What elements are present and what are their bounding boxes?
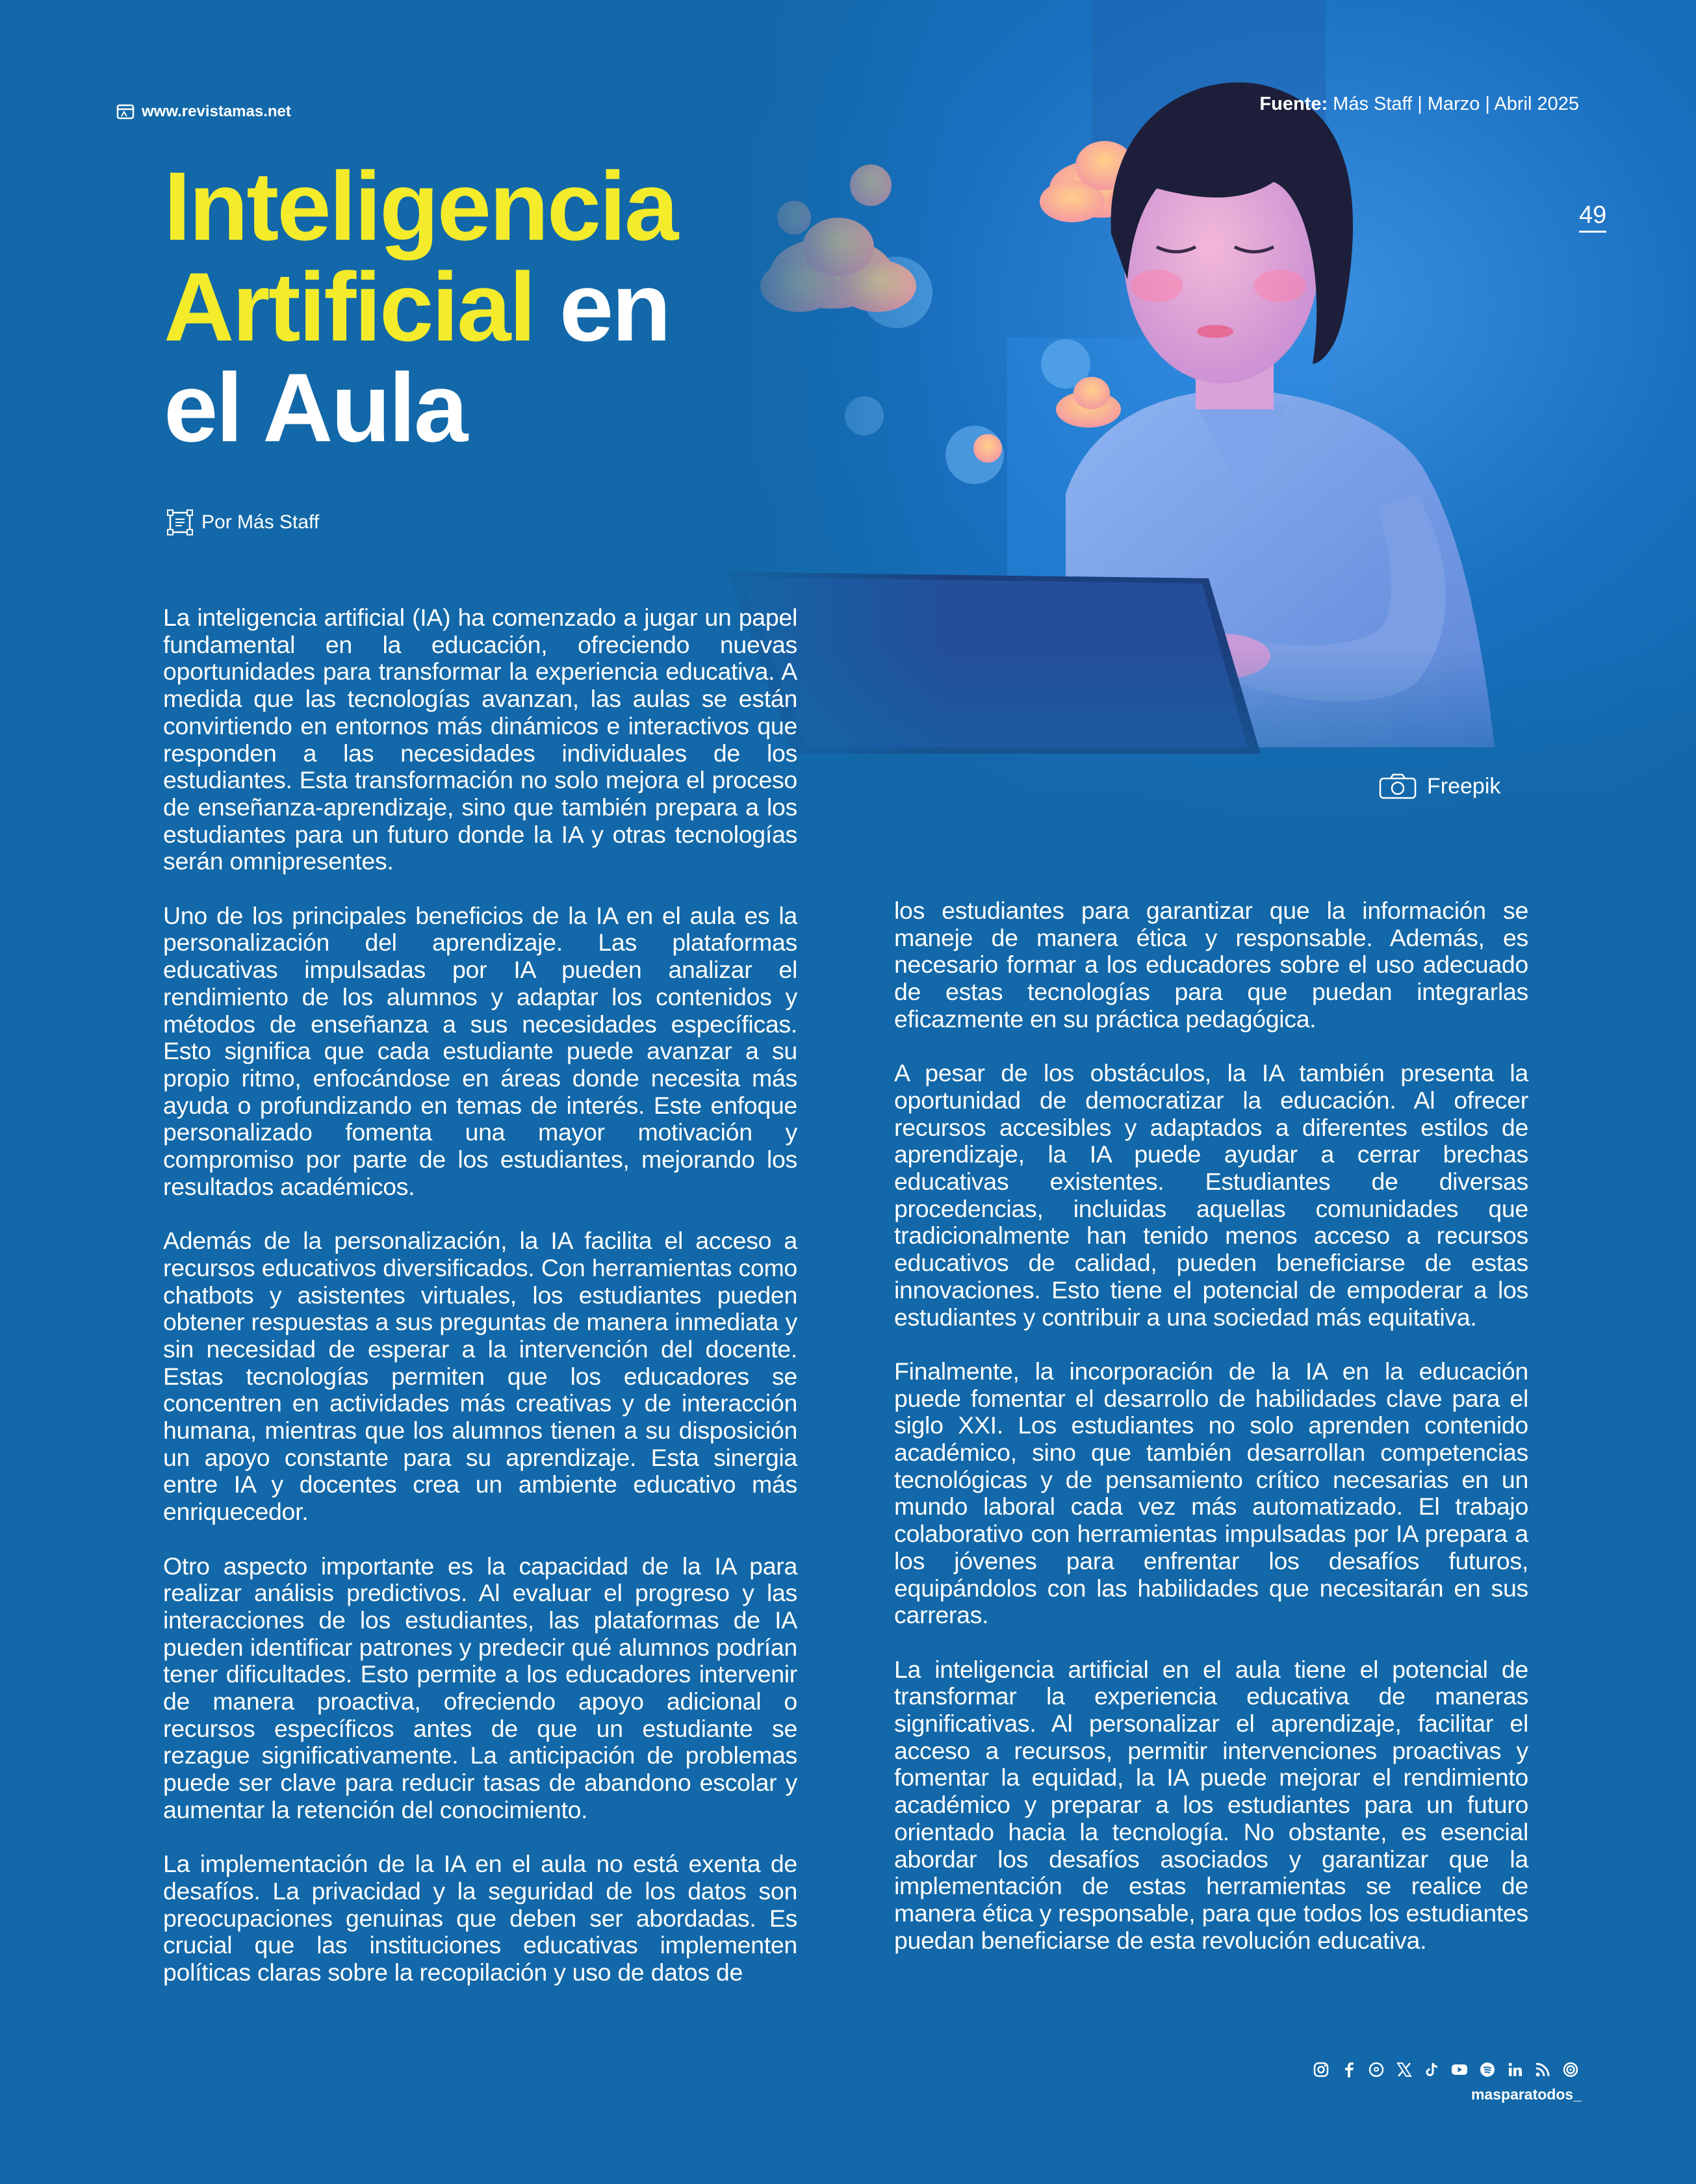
author-icon xyxy=(166,509,194,536)
source-value: Más Staff | Marzo | Abril 2025 xyxy=(1328,94,1579,114)
article-title xyxy=(164,151,749,462)
paragraph: Otro aspecto importante es la capacidad de la IA para realizar análisis predictivos. Al evaluar el progreso y las interacciones de los estudiantes, las plataformas de IA pueden identificar patrones y predecir qué alumnos podrían tener dificultades. Esto permite a los educadores intervenir de manera proactiva, ofreciendo apoyo adicional o recursos específicos antes de que un estudiante se rezague significativamente. La anticipación de problemas puede ser clave para reducir tasas de abandono escolar y aumentar la retención del conocimiento. xyxy=(163,1552,797,1823)
linkedin-icon[interactable] xyxy=(1507,2061,1524,2078)
youtube-icon[interactable] xyxy=(1451,2061,1468,2078)
social-handle[interactable]: masparatodos_ xyxy=(1471,2086,1582,2103)
website-url: www.revistamas.net xyxy=(142,103,291,120)
paragraph: Además de la personalización, la IA facilita el acceso a recursos educativos diversificados. Con herramientas como chatbots y asistentes virtuales, los estudiantes pueden obtener respuestas a sus preguntas de manera inmediata y sin necesidad de esperar a la intervención del docente. Estas tecnologías permiten que los educadores se concentren en actividades más creativas y de interacción humana, mientras que los alumnos tienen a su disposición un apoyo constante para su aprendizaje. Esta sinergia entre IA y docentes crea un ambiente educativo más enriquecedor. xyxy=(163,1227,797,1526)
website-icon xyxy=(116,102,135,122)
byline xyxy=(166,509,319,536)
paragraph: Finalmente, la incorporación de la IA en la educación puede fomentar el desarrollo de habilidades clave para el siglo XXI. Los estudiantes no solo aprenden contenido académico, sino que también desarrollan competencias tecnológicas y de pensamiento crítico necesarias en un mundo laboral cada vez más automatizado. El trabajo colaborativo con herramientas impulsadas por IA prepara a los jóvenes para enfrentar los desafíos futuros, equipándolos con las habilidades que necesitarán en sus carreras. xyxy=(894,1357,1528,1629)
spotify-icon[interactable] xyxy=(1479,2061,1496,2078)
social-links xyxy=(1313,2061,1579,2078)
title-line-2-rest: en xyxy=(534,252,669,361)
title-line-3: el Aula xyxy=(164,353,467,462)
x-icon[interactable] xyxy=(1396,2061,1413,2078)
instagram-icon[interactable] xyxy=(1313,2061,1330,2078)
title-line-2-highlight: Artificial xyxy=(164,252,535,361)
title-line-1: Inteligencia xyxy=(164,151,677,261)
article-column-left xyxy=(163,604,797,2013)
paragraph: La implementación de la IA en el aula no está exenta de desafíos. La privacidad y la seguridad de los datos son preocupaciones genuinas que deben ser abordadas. Es crucial que las instituciones educativas implementen políticas claras sobre la recopilación y uso de datos de xyxy=(163,1850,797,1986)
facebook-icon[interactable] xyxy=(1341,2061,1357,2078)
tiktok-icon[interactable] xyxy=(1424,2061,1441,2078)
podcast-icon[interactable] xyxy=(1562,2061,1579,2078)
byline-text: Por Más Staff xyxy=(201,511,320,533)
photo-credit xyxy=(1379,773,1500,799)
photo-credit-text: Freepik xyxy=(1427,773,1501,799)
paragraph: La inteligencia artificial en el aula tiene el potencial de transformar la experiencia educativa de maneras significativas. Al personalizar el aprendizaje, facilitar el acceso a recursos, permitir intervenciones proactivas y fomentar la equidad, la IA puede mejorar el rendimiento académico y preparar a los estudiantes para un futuro orientado hacia la tecnología. No obstante, es esencial abordar los desafíos asociados y garantizar que la implementación de estas herramientas se realice de manera ética y responsable, para que todos los estudiantes puedan beneficiarse de esta revolución educativa. xyxy=(894,1655,1528,1954)
paragraph: La inteligencia artificial (IA) ha comenzado a jugar un papel fundamental en la educación, ofreciendo nuevas oportunidades para transformar la experiencia educativa. A medida que las tecnologías avanzan, las aulas se están convirtiendo en entornos más dinámicos e interactivos que responden a las necesidades individuales de los estudiantes. Esta transformación no solo mejora el proceso de enseñanza-aprendizaje, sino que también prepara a los estudiantes para un futuro donde la IA y otras tecnologías serán omnipresentes. xyxy=(163,604,797,875)
source-line xyxy=(1259,94,1579,115)
page-number: 49 xyxy=(1579,201,1606,233)
paragraph: Uno de los principales beneficios de la IA en el aula es la personalización del aprendizaje. Las plataformas educativas impulsadas por IA pueden analizar el rendimiento de los alumnos y adaptar los contenidos y métodos de enseñanza a sus necesidades específicas. Esto significa que cada estudiante puede avanzar a su propio ritmo, enfocándose en áreas donde necesita más ayuda o profundizando en temas de interés. Este enfoque personalizado fomenta una mayor motivación y compromiso por parte de los estudiantes, mejorando los resultados académicos. xyxy=(163,901,797,1200)
camera-icon xyxy=(1379,773,1417,799)
threads-icon[interactable] xyxy=(1368,2061,1385,2078)
paragraph: A pesar de los obstáculos, la IA también presenta la oportunidad de democratizar la educación. Al ofrecer recursos accesibles y adaptados a diferentes estilos de aprendizaje, la IA puede ayudar a cerrar brechas educativas existentes. Estudiantes de diversas procedencias, incluidas aquellas comunidades que tradicionalmente han tenido menos acceso a recursos educativos de calidad, pueden beneficiarse de estas innovaciones. Esto tiene el potencial de empoderar a los estudiantes y contribuir a una sociedad más equitativa. xyxy=(894,1059,1528,1331)
article-column-right xyxy=(894,897,1528,1981)
website-link[interactable] xyxy=(116,99,291,125)
source-label: Fuente: xyxy=(1259,94,1328,114)
hero-illustration xyxy=(702,0,1696,864)
rss-icon[interactable] xyxy=(1534,2061,1551,2078)
paragraph: los estudiantes para garantizar que la información se maneje de manera ética y responsable. Además, es necesario formar a los educadores sobre el uso adecuado de estas tecnologías para que puedan integrarlas eficazmente en su práctica pedagógica. xyxy=(894,897,1528,1033)
hero-illustration-art xyxy=(702,0,1696,864)
